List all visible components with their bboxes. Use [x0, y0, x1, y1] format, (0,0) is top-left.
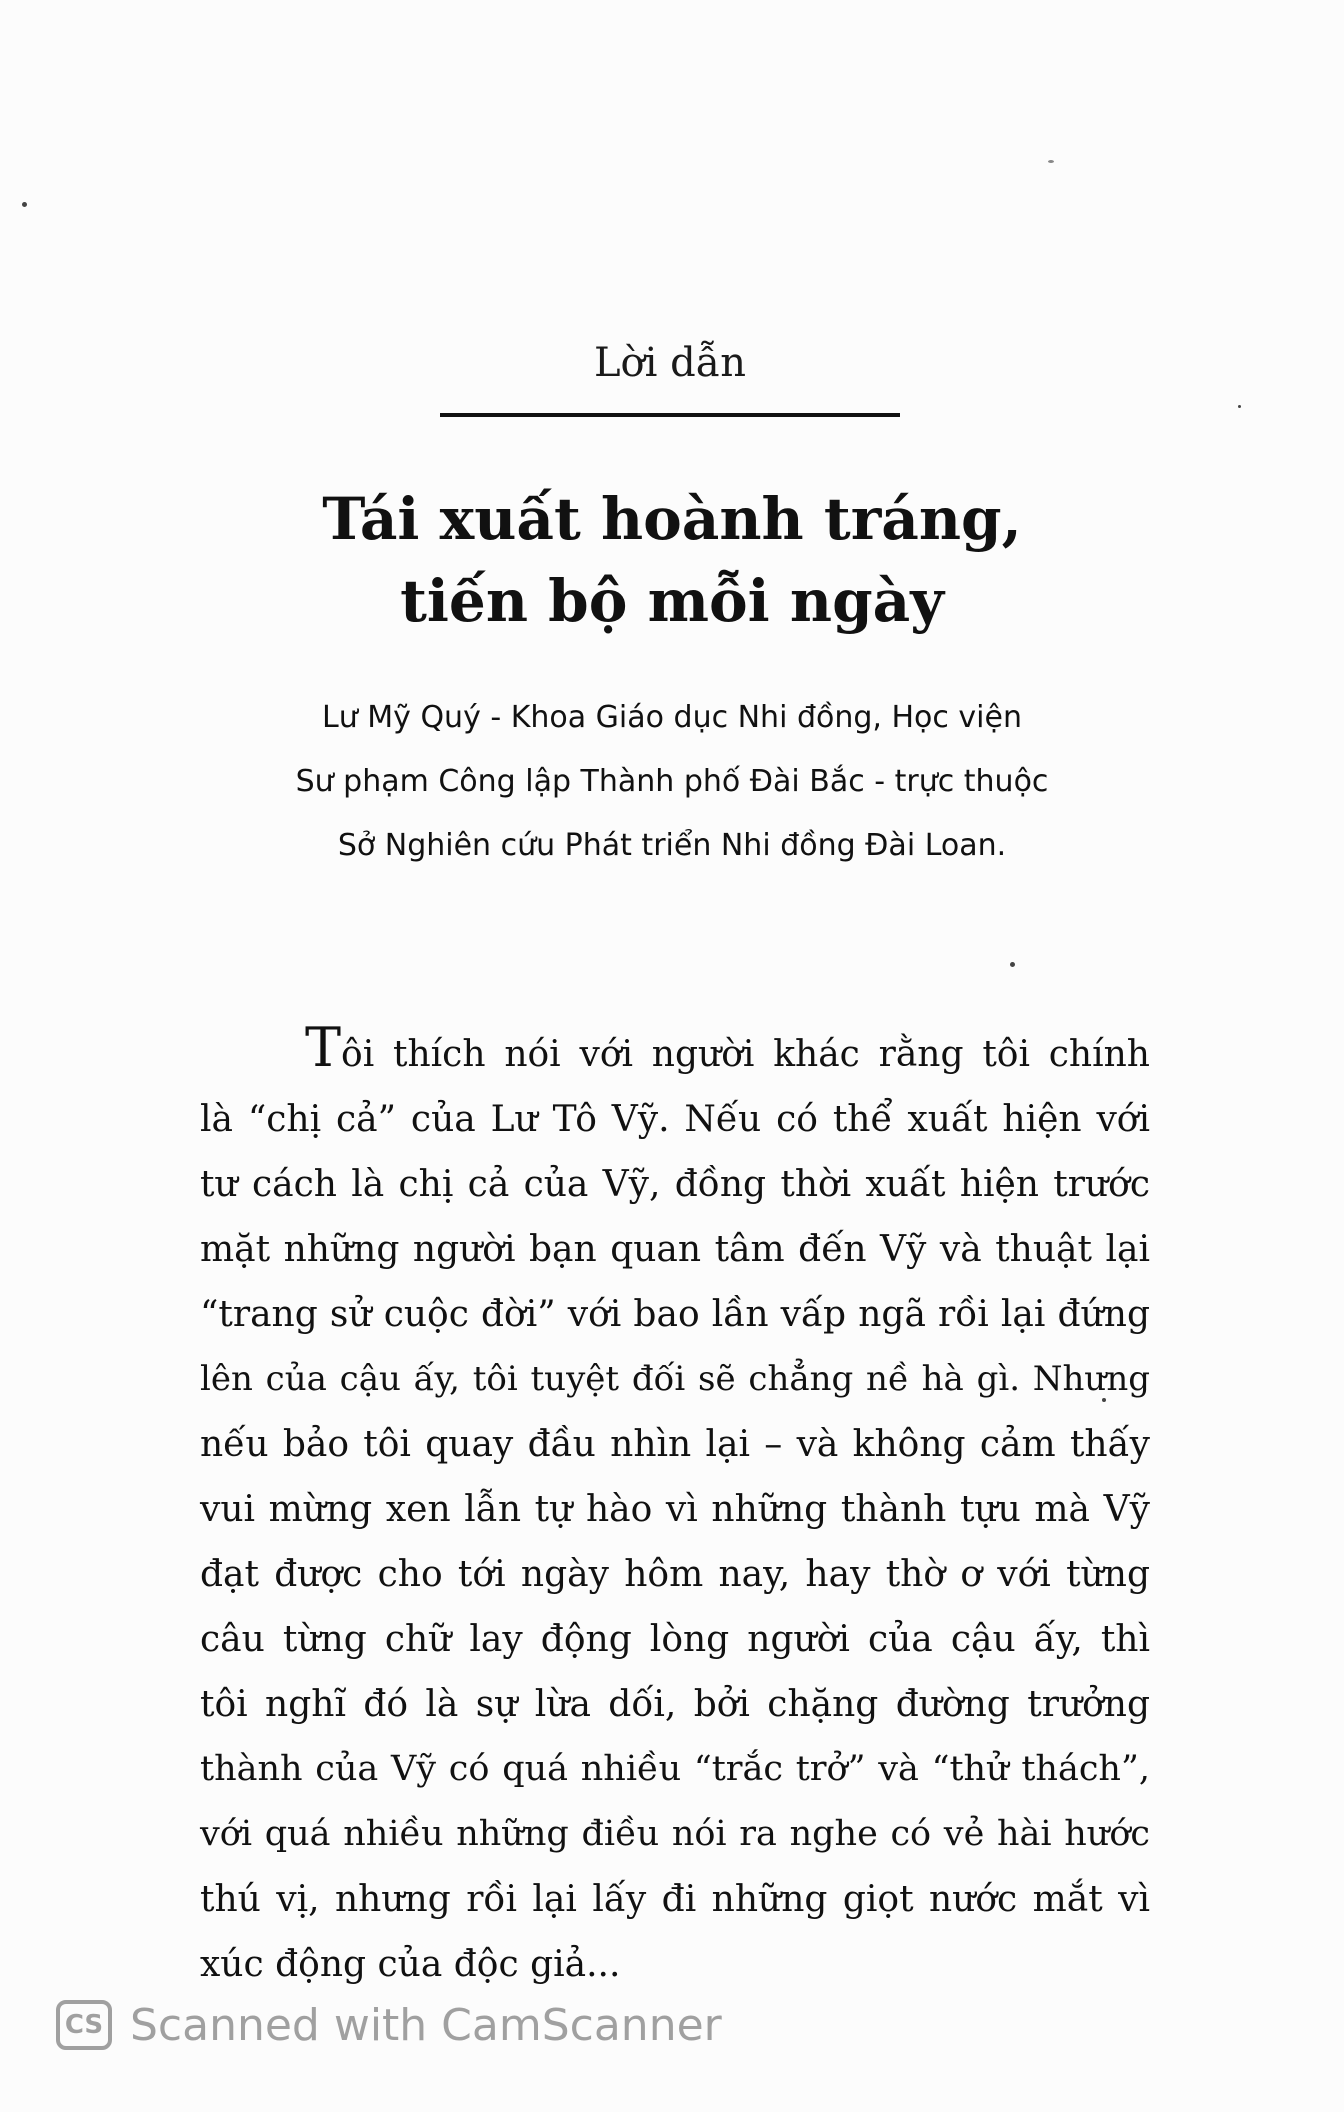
- body-line: “trang sử cuộc đời” với bao lần vấp ngã rồi lại đứng: [200, 1294, 1150, 1335]
- title-line: Tái xuất hoành tráng,: [322, 485, 1022, 553]
- body-line: thú vị, nhưng rồi lại lấy đi những giọt nước mắt vì: [200, 1879, 1150, 1920]
- drop-cap: T: [305, 1016, 342, 1079]
- body-line: mặt những người bạn quan tâm đến Vỹ và thuật lại: [200, 1229, 1150, 1270]
- section-label: Lời dẫn: [593, 340, 747, 386]
- body-line: thành của Vỹ có quá nhiều “trắc trở” và “thử thách”,: [200, 1749, 1150, 1789]
- body-line: lên của cậu ấy, tôi tuyệt đối sẽ chẳng nề hà gì. Nhưng: [200, 1359, 1150, 1399]
- scan-speck: [1048, 160, 1054, 163]
- body-line: tư cách là chị cả của Vỹ, đồng thời xuất hiện trước: [200, 1164, 1150, 1205]
- body-line: nếu bảo tôi quay đầu nhìn lại – và không cảm thấy: [200, 1424, 1150, 1465]
- chapter-title: [270, 478, 1074, 642]
- scan-speck: [1010, 962, 1015, 967]
- author-line: Sư phạm Công lập Thành phố Đài Bắc - trực thuộc: [295, 764, 1049, 799]
- body-line: đạt được cho tới ngày hôm nay, hay thờ ơ với từng: [200, 1554, 1150, 1595]
- body-line: câu từng chữ lay động lòng người của cậu ấy, thì: [200, 1619, 1150, 1660]
- body-line: xúc động của độc giả...: [200, 1944, 621, 1985]
- watermark-text: Scanned with CamScanner: [130, 1999, 722, 2051]
- body-line: là “chị cả” của Lư Tô Vỹ. Nếu có thể xuất hiện với: [200, 1099, 1150, 1140]
- author-line: Lư Mỹ Quý - Khoa Giáo dục Nhi đồng, Học viện: [322, 700, 1022, 735]
- scan-speck: [1238, 405, 1241, 408]
- body-line: vui mừng xen lẫn tự hào vì những thành tựu mà Vỹ: [200, 1489, 1150, 1530]
- body-line-text: ôi thích nói với người khác rằng tôi chính: [341, 1034, 1150, 1075]
- body-line: [200, 1016, 1150, 1087]
- scan-speck: [22, 202, 27, 207]
- camscanner-logo-icon: CS: [56, 2000, 112, 2050]
- body-line: với quá nhiều những điều nói ra nghe có vẻ hài hước: [200, 1814, 1150, 1854]
- section-divider: [440, 413, 900, 417]
- author-attribution: [250, 686, 1094, 878]
- body-paragraph: [200, 1016, 1150, 1997]
- camscanner-watermark: [56, 1995, 722, 2055]
- author-line: Sở Nghiên cứu Phát triển Nhi đồng Đài Loan.: [337, 828, 1007, 863]
- title-line: tiến bộ mỗi ngày: [400, 567, 944, 635]
- body-line: tôi nghĩ đó là sự lừa dối, bởi chặng đường trưởng: [200, 1684, 1150, 1725]
